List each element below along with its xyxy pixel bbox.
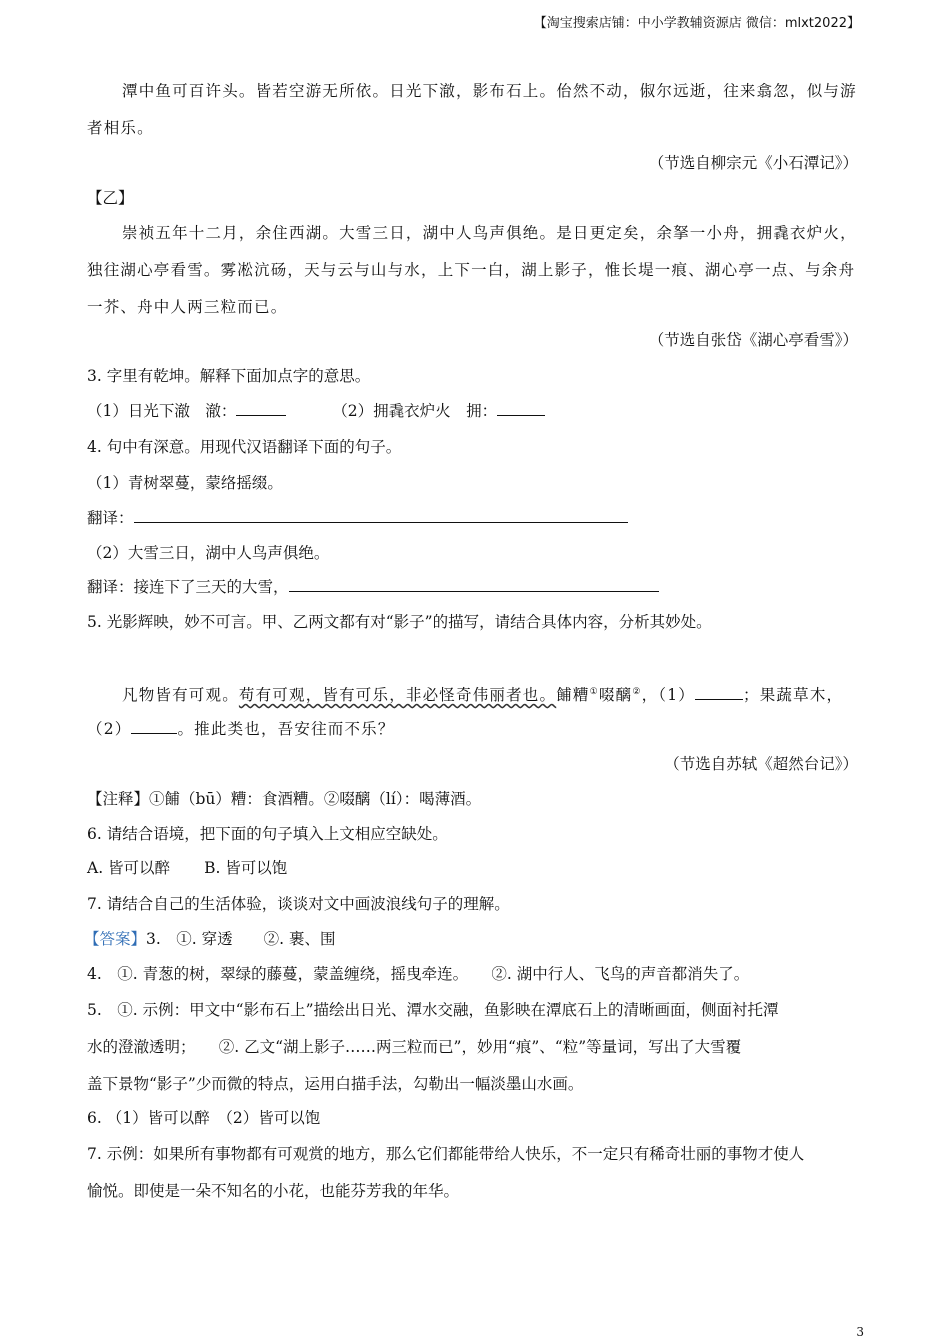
su-text-c: ，（1） [641,686,696,705]
su-line-1 [122,682,843,705]
jia-source: （节选自柳宗元《小石潭记》） [648,154,858,172]
yi-line-2: 独往湖心亭看雪。雾凇沆砀，天与云与山与水，上下一白，湖上影子，惟长堤一痕、湖心亭一点、与余舟 [87,261,856,279]
yi-line-1: 崇祯五年十二月，余住西湖。大雪三日，湖中人鸟声俱绝。是日更定矣，余拏一小舟，拥毳衣炉火， [122,224,857,242]
answer-blank [289,577,659,592]
translation-label: 翻译： [87,509,134,527]
su-text-d: ；果蔬草木， [743,686,844,705]
su-line-2-a: （2） [87,720,132,738]
su-source: （节选自苏轼《超然台记》） [664,755,858,773]
translation-label: 翻译：接连下了三天的大雪， [87,578,289,596]
wavy-underlined-sentence: 苟有可观，皆有可乐，非必怪奇伟丽者也。 [238,686,557,705]
yi-source: （节选自张岱《湖心亭看雪》） [648,331,858,349]
question-3-items [87,401,545,421]
translation-line-1 [87,508,628,528]
option-a: A. 皆可以醉 [87,859,171,877]
page-number: 3 [856,1325,864,1339]
su-line-1-pre: 凡物皆有可观。 [122,686,239,705]
answer-3-line [84,929,336,949]
question-3-item-2: （2）拥毳衣炉火 拥： [332,402,498,420]
answer-7-line-1: 7. 示例：如果所有事物都有可观赏的地方，那么它们都能带给人快乐，不一定只有稀奇壮丽的事物才使人 [87,1145,805,1163]
answer-6: 6. （1）皆可以醉 （2）皆可以饱 [87,1109,321,1127]
answer-5-line-2: 水的澄澈透明； ②. 乙文“湖上影子……两三粒而已”，妙用“痕”、“粒”等量词，写出了大雪覆 [87,1038,742,1056]
answer-4: 4. ①. 青葱的树，翠绿的藤蔓，蒙盖缠绕，摇曳牵连。 ②. 湖中行人、飞鸟的声音都消失了。 [87,965,750,983]
option-b: B. 皆可以饱 [204,859,288,877]
question-7: 7. 请结合自己的生活体验，谈谈对文中画波浪线句子的理解。 [87,895,510,913]
answer-5-line-1: 5. ①. 示例：甲文中“影布石上”描绘出日光、潭水交融，鱼影映在潭底石上的清晰画面，侧面衬托潭 [87,1001,779,1019]
su-line-2 [87,719,395,739]
answer-tag: 【答案】 [84,930,147,948]
page-header: 【淘宝搜索店铺：中小学教辅资源店 微信：mlxt2022】 [533,16,860,31]
question-5: 5. 光影辉映，妙不可言。甲、乙两文都有对“影子”的描写，请结合具体内容，分析其妙处。 [87,613,712,631]
jia-line-1: 潭中鱼可百许头。皆若空游无所依。日光下澈，影布石上。佁然不动，俶尔远逝，往来翕忽，似与游 [122,82,857,100]
su-text-a: 餔糟 [556,686,590,705]
question-6: 6. 请结合语境，把下面的句子填入上文相应空缺处。 [87,825,448,843]
footnote-mark-1: ① [589,687,599,697]
yi-line-3: 一芥、舟中人两三粒而已。 [87,298,288,316]
su-text-b: 啜醨 [598,686,633,705]
translation-line-2 [87,577,659,597]
answer-blank [695,685,743,700]
jia-line-2: 者相乐。 [87,119,154,137]
question-4: 4. 句中有深意。用现代汉语翻译下面的句子。 [87,438,402,456]
answer-7-line-2: 愉悦。即使是一朵不知名的小花，也能芬芳我的年华。 [87,1182,460,1200]
answer-blank [134,508,628,523]
yi-label: 【乙】 [87,189,134,207]
question-6-options [87,858,287,878]
answer-5-line-3: 盖下景物“影子”少而微的特点，运用白描手法，勾勒出一幅淡墨山水画。 [87,1075,584,1093]
answer-blank [131,719,177,734]
answer-3: 3. ①. 穿透 ②. 裹、围 [146,930,336,948]
question-4-item-1: （1）青树翠蔓，蒙络摇缀。 [87,474,283,492]
question-3: 3. 字里有乾坤。解释下面加点字的意思。 [87,367,371,385]
su-line-2-b: 。推此类也，吾安往而不乐？ [177,720,395,738]
annotation-note: 【注释】①餔（bū）糟：食酒糟。②啜醨（lí）：喝薄酒。 [87,790,482,808]
question-3-item-1: （1）日光下澈 澈： [87,402,237,420]
answer-blank [236,401,286,416]
footnote-mark-2: ② [632,687,642,697]
answer-blank [497,401,545,416]
question-4-item-2: （2）大雪三日，湖中人鸟声俱绝。 [87,544,330,562]
